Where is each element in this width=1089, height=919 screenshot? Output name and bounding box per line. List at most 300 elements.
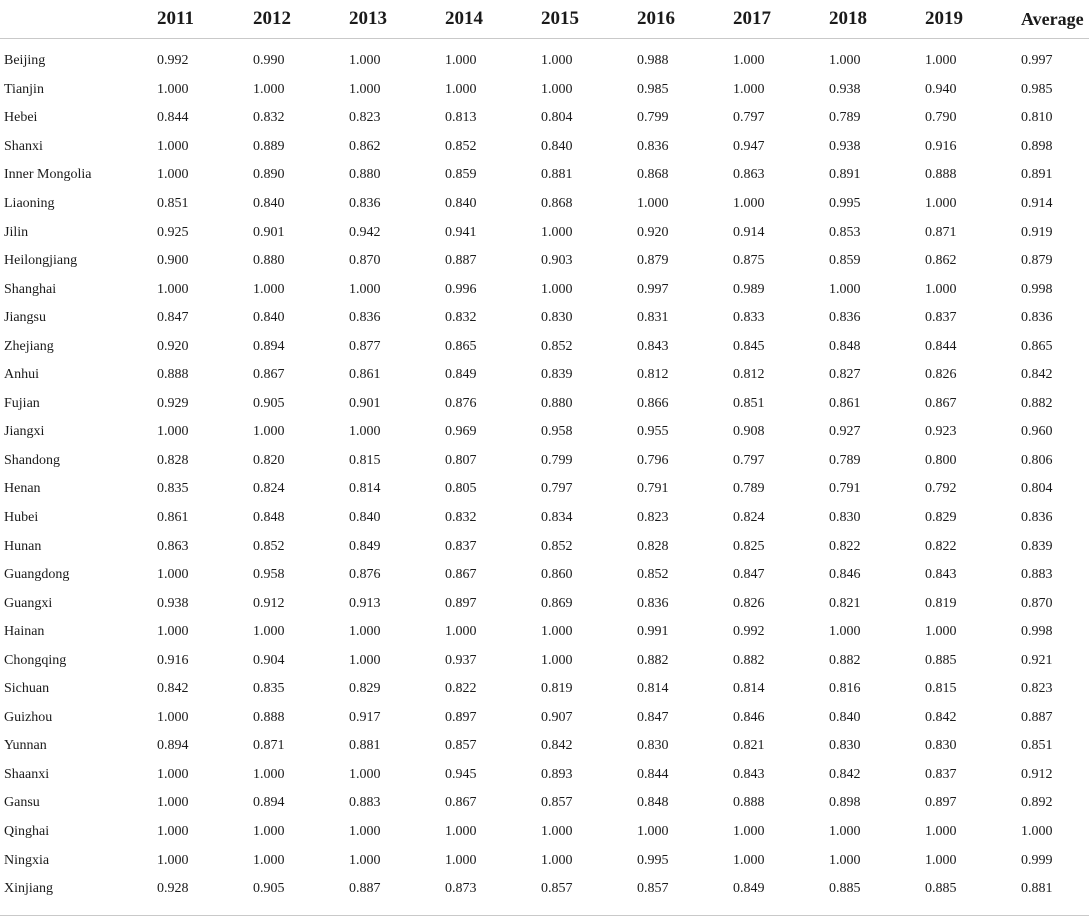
value-cell: 0.861 [829,395,861,411]
value-cell: 0.882 [637,652,669,668]
header-year-2011: 2011 [157,0,253,39]
value-cell: 1.000 [349,652,381,668]
average-cell: 0.879 [1021,253,1053,269]
table-row [0,304,1089,333]
value-cell: 0.815 [349,452,381,468]
table-row [0,704,1089,733]
value-cell: 0.805 [445,481,477,497]
value-cell: 0.914 [733,224,765,240]
region-name-cell: Fujian [4,395,40,411]
average-cell: 0.998 [1021,281,1053,297]
value-cell: 0.955 [637,424,669,440]
value-cell: 0.822 [445,681,477,697]
value-cell: 0.920 [157,338,189,354]
value-cell: 0.958 [541,424,573,440]
table-row [0,275,1089,304]
value-cell: 0.852 [445,138,477,154]
value-cell: 0.827 [829,367,861,383]
value-cell: 0.893 [541,766,573,782]
value-cell: 0.789 [829,452,861,468]
value-cell: 0.857 [445,738,477,754]
average-cell: 0.912 [1021,766,1053,782]
value-cell: 1.000 [541,852,573,868]
value-cell: 0.813 [445,110,477,126]
value-cell: 1.000 [445,53,477,69]
value-cell: 1.000 [349,624,381,640]
value-cell: 1.000 [445,852,477,868]
region-name-cell: Sichuan [4,681,50,697]
table-row [0,332,1089,361]
value-cell: 1.000 [253,824,285,840]
average-cell: 0.804 [1021,481,1053,497]
value-cell: 0.941 [445,224,477,240]
value-cell: 0.829 [349,681,381,697]
value-cell: 0.912 [253,595,285,611]
table-row [0,504,1089,533]
value-cell: 0.938 [157,595,189,611]
value-cell: 0.823 [637,510,669,526]
value-cell: 0.866 [637,395,669,411]
value-cell: 1.000 [541,281,573,297]
value-cell: 0.879 [637,253,669,269]
value-cell: 0.823 [349,110,381,126]
value-cell: 0.814 [733,681,765,697]
value-cell: 0.880 [253,253,285,269]
average-cell: 0.865 [1021,338,1053,354]
value-cell: 1.000 [157,167,189,183]
header-year-2014: 2014 [445,0,541,39]
value-cell: 0.881 [349,738,381,754]
value-cell: 0.857 [541,795,573,811]
value-cell: 0.837 [925,766,957,782]
header-year-2019: 2019 [925,0,1021,39]
value-cell: 1.000 [157,824,189,840]
value-cell: 0.842 [925,709,957,725]
table-row [0,418,1089,447]
value-cell: 0.871 [253,738,285,754]
region-name-cell: Hainan [4,624,45,640]
value-cell: 0.876 [349,567,381,583]
table-row [0,390,1089,419]
average-cell: 0.836 [1021,310,1053,326]
value-cell: 0.891 [829,167,861,183]
table-row [0,76,1089,105]
value-cell: 0.940 [925,81,957,97]
value-cell: 0.995 [829,196,861,211]
average-cell: 0.919 [1021,224,1053,240]
value-cell: 1.000 [253,766,285,782]
value-cell: 0.844 [925,338,957,354]
value-cell: 0.842 [157,681,189,697]
value-cell: 0.846 [733,709,765,725]
value-cell: 0.997 [637,281,669,297]
value-cell: 0.789 [733,481,765,497]
value-cell: 0.852 [541,338,573,354]
value-cell: 1.000 [733,824,765,840]
value-cell: 1.000 [349,852,381,868]
table-row [0,675,1089,704]
value-cell: 1.000 [541,824,573,840]
value-cell: 0.885 [829,881,861,897]
value-cell: 0.881 [541,167,573,183]
value-cell: 1.000 [541,624,573,640]
value-cell: 0.849 [733,881,765,897]
value-cell: 0.821 [733,738,765,754]
value-cell: 0.840 [253,310,285,326]
table-row [0,761,1089,790]
value-cell: 0.928 [157,881,189,897]
table-row [0,247,1089,276]
value-cell: 0.857 [541,881,573,897]
value-cell: 0.821 [829,595,861,611]
value-cell: 0.812 [733,367,765,383]
value-cell: 0.836 [637,138,669,154]
value-cell: 1.000 [253,624,285,640]
value-cell: 1.000 [157,624,189,640]
region-name-cell: Ningxia [4,852,50,868]
value-cell: 0.791 [829,481,861,497]
value-cell: 0.869 [541,595,573,611]
value-cell: 0.853 [829,224,861,240]
value-cell: 0.989 [733,281,765,297]
header-year-2013: 2013 [349,0,445,39]
value-cell: 0.829 [925,510,957,526]
value-cell: 0.865 [445,338,477,354]
value-cell: 0.830 [925,738,957,754]
header-region [0,0,157,39]
value-cell: 0.832 [445,310,477,326]
value-cell: 0.840 [253,196,285,211]
value-cell: 0.900 [157,253,189,269]
value-cell: 0.845 [733,338,765,354]
average-cell: 1.000 [1021,824,1053,840]
table-row [0,618,1089,647]
value-cell: 1.000 [157,766,189,782]
value-cell: 1.000 [157,852,189,868]
value-cell: 0.828 [637,538,669,554]
value-cell: 1.000 [349,766,381,782]
value-cell: 0.916 [157,652,189,668]
value-cell: 1.000 [925,624,957,640]
value-cell: 0.901 [349,395,381,411]
value-cell: 0.889 [253,138,285,154]
value-cell: 1.000 [157,281,189,297]
region-name-cell: Yunnan [4,738,47,754]
value-cell: 0.897 [445,595,477,611]
value-cell: 1.000 [829,624,861,640]
value-cell: 1.000 [253,424,285,440]
average-cell: 0.881 [1021,881,1053,897]
value-cell: 0.887 [349,881,381,897]
value-cell: 1.000 [637,196,669,211]
region-name-cell: Shandong [4,452,60,468]
table-row [0,475,1089,504]
value-cell: 0.947 [733,138,765,154]
value-cell: 1.000 [925,852,957,868]
value-cell: 0.995 [637,852,669,868]
header-year-2015: 2015 [541,0,637,39]
average-cell: 0.960 [1021,424,1053,440]
value-cell: 0.837 [925,310,957,326]
value-cell: 0.791 [637,481,669,497]
average-cell: 0.898 [1021,138,1053,154]
value-cell: 0.880 [349,167,381,183]
value-cell: 1.000 [541,652,573,668]
value-cell: 0.894 [253,795,285,811]
average-cell: 0.870 [1021,595,1053,611]
region-name-cell: Shaanxi [4,766,50,782]
value-cell: 0.819 [541,681,573,697]
value-cell: 1.000 [157,138,189,154]
value-cell: 0.830 [829,510,861,526]
region-name-cell: Jiangxi [4,424,45,440]
value-cell: 0.844 [157,110,189,126]
value-cell: 0.852 [637,567,669,583]
value-cell: 1.000 [157,424,189,440]
value-cell: 0.840 [829,709,861,725]
value-cell: 0.862 [349,138,381,154]
value-cell: 0.852 [253,538,285,554]
value-cell: 0.799 [637,110,669,126]
value-cell: 1.000 [445,624,477,640]
value-cell: 1.000 [349,824,381,840]
value-cell: 0.923 [925,424,957,440]
average-cell: 0.997 [1021,53,1053,69]
value-cell: 1.000 [541,53,573,69]
value-cell: 0.835 [157,481,189,497]
average-cell: 0.806 [1021,452,1053,468]
average-cell: 0.887 [1021,709,1053,725]
average-cell: 0.914 [1021,196,1053,211]
value-cell: 0.861 [349,367,381,383]
value-cell: 0.857 [637,881,669,897]
value-cell: 1.000 [829,281,861,297]
value-cell: 1.000 [733,53,765,69]
value-cell: 0.824 [733,510,765,526]
value-cell: 0.824 [253,481,285,497]
value-cell: 0.937 [445,652,477,668]
average-cell: 0.998 [1021,624,1053,640]
region-name-cell: Hebei [4,110,38,126]
value-cell: 1.000 [157,567,189,583]
value-cell: 0.820 [253,452,285,468]
value-cell: 0.836 [829,310,861,326]
average-cell: 0.883 [1021,567,1053,583]
value-cell: 0.880 [541,395,573,411]
value-cell: 1.000 [349,53,381,69]
value-cell: 0.842 [829,766,861,782]
value-cell: 0.807 [445,452,477,468]
value-cell: 0.867 [445,567,477,583]
value-cell: 1.000 [925,196,957,211]
value-cell: 0.894 [157,738,189,754]
value-cell: 0.837 [445,538,477,554]
region-name-cell: Henan [4,481,41,497]
value-cell: 0.888 [733,795,765,811]
value-cell: 0.867 [445,795,477,811]
value-cell: 0.832 [253,110,285,126]
value-cell: 0.988 [637,53,669,69]
value-cell: 0.832 [445,510,477,526]
value-cell: 0.814 [349,481,381,497]
value-cell: 1.000 [349,424,381,440]
value-cell: 0.833 [733,310,765,326]
region-name-cell: Beijing [4,53,46,69]
region-name-cell: Shanghai [4,281,57,297]
value-cell: 0.888 [157,367,189,383]
average-cell: 0.882 [1021,395,1053,411]
value-cell: 0.848 [637,795,669,811]
average-cell: 0.985 [1021,81,1053,97]
region-name-cell: Hunan [4,538,42,554]
average-cell: 0.891 [1021,167,1053,183]
value-cell: 0.992 [157,53,189,69]
value-cell: 0.905 [253,881,285,897]
value-cell: 1.000 [349,81,381,97]
region-name-cell: Qinghai [4,824,50,840]
value-cell: 0.815 [925,681,957,697]
value-cell: 0.848 [829,338,861,354]
table-row [0,789,1089,818]
value-cell: 0.907 [541,709,573,725]
value-cell: 1.000 [541,81,573,97]
value-cell: 0.843 [637,338,669,354]
value-cell: 0.844 [637,766,669,782]
region-name-cell: Inner Mongolia [4,167,92,183]
value-cell: 0.851 [157,196,189,211]
value-cell: 1.000 [829,53,861,69]
value-cell: 0.938 [829,81,861,97]
value-cell: 0.882 [829,652,861,668]
table-row [0,39,1089,76]
value-cell: 0.819 [925,595,957,611]
value-cell: 0.863 [733,167,765,183]
region-name-cell: Guangdong [4,567,70,583]
value-cell: 0.868 [637,167,669,183]
value-cell: 0.888 [253,709,285,725]
average-cell: 0.842 [1021,367,1053,383]
value-cell: 0.875 [733,253,765,269]
value-cell: 0.992 [733,624,765,640]
average-cell: 0.823 [1021,681,1053,697]
table-row [0,875,1089,904]
value-cell: 0.799 [541,452,573,468]
value-cell: 0.828 [157,452,189,468]
value-cell: 0.840 [445,196,477,211]
value-cell: 0.860 [541,567,573,583]
average-cell: 0.839 [1021,538,1053,554]
value-cell: 0.843 [733,766,765,782]
region-name-cell: Anhui [4,367,39,383]
value-cell: 0.991 [637,624,669,640]
value-cell: 0.816 [829,681,861,697]
average-cell: 0.921 [1021,652,1053,668]
value-cell: 0.835 [253,681,285,697]
value-cell: 0.797 [541,481,573,497]
value-cell: 1.000 [253,281,285,297]
value-cell: 0.871 [925,224,957,240]
header-year-2012: 2012 [253,0,349,39]
region-name-cell: Heilongjiang [4,253,78,269]
value-cell: 0.862 [925,253,957,269]
value-cell: 1.000 [637,824,669,840]
region-name-cell: Tianjin [4,81,44,97]
value-cell: 0.792 [925,481,957,497]
region-name-cell: Jilin [4,224,29,240]
value-cell: 0.920 [637,224,669,240]
value-cell: 0.958 [253,567,285,583]
value-cell: 1.000 [157,709,189,725]
value-cell: 0.789 [829,110,861,126]
value-cell: 0.904 [253,652,285,668]
value-cell: 0.903 [541,253,573,269]
value-cell: 1.000 [733,196,765,211]
value-cell: 0.888 [925,167,957,183]
table-row [0,589,1089,618]
value-cell: 0.843 [925,567,957,583]
value-cell: 0.796 [637,452,669,468]
value-cell: 1.000 [253,81,285,97]
value-cell: 0.897 [925,795,957,811]
region-name-cell: Xinjiang [4,881,53,897]
average-cell: 0.810 [1021,110,1053,126]
region-name-cell: Guangxi [4,595,53,611]
value-cell: 0.945 [445,766,477,782]
value-cell: 0.969 [445,424,477,440]
table-row [0,361,1089,390]
value-cell: 0.925 [157,224,189,240]
value-cell: 0.890 [253,167,285,183]
value-cell: 1.000 [925,53,957,69]
value-cell: 0.883 [349,795,381,811]
value-cell: 0.868 [541,196,573,211]
value-cell: 0.913 [349,595,381,611]
value-cell: 1.000 [829,852,861,868]
average-cell: 0.999 [1021,852,1053,868]
value-cell: 1.000 [925,824,957,840]
value-cell: 0.840 [349,510,381,526]
value-cell: 1.000 [445,824,477,840]
value-cell: 1.000 [157,81,189,97]
value-cell: 0.863 [157,538,189,554]
header-year-2016: 2016 [637,0,733,39]
value-cell: 0.867 [253,367,285,383]
value-cell: 0.847 [733,567,765,583]
average-cell: 0.836 [1021,510,1053,526]
value-cell: 0.885 [925,652,957,668]
value-cell: 0.917 [349,709,381,725]
region-name-cell: Liaoning [4,196,55,211]
value-cell: 0.826 [925,367,957,383]
header-average: Average [1021,0,1089,39]
value-cell: 1.000 [829,824,861,840]
value-cell: 0.852 [541,538,573,554]
value-cell: 0.800 [925,452,957,468]
value-cell: 0.929 [157,395,189,411]
value-cell: 0.867 [925,395,957,411]
value-cell: 0.831 [637,310,669,326]
value-cell: 0.908 [733,424,765,440]
value-cell: 0.830 [541,310,573,326]
value-cell: 1.000 [445,81,477,97]
value-cell: 1.000 [349,281,381,297]
value-cell: 0.842 [541,738,573,754]
table-row [0,104,1089,133]
table-row [0,561,1089,590]
value-cell: 1.000 [253,852,285,868]
value-cell: 0.797 [733,452,765,468]
bottom-rule [0,915,1089,916]
